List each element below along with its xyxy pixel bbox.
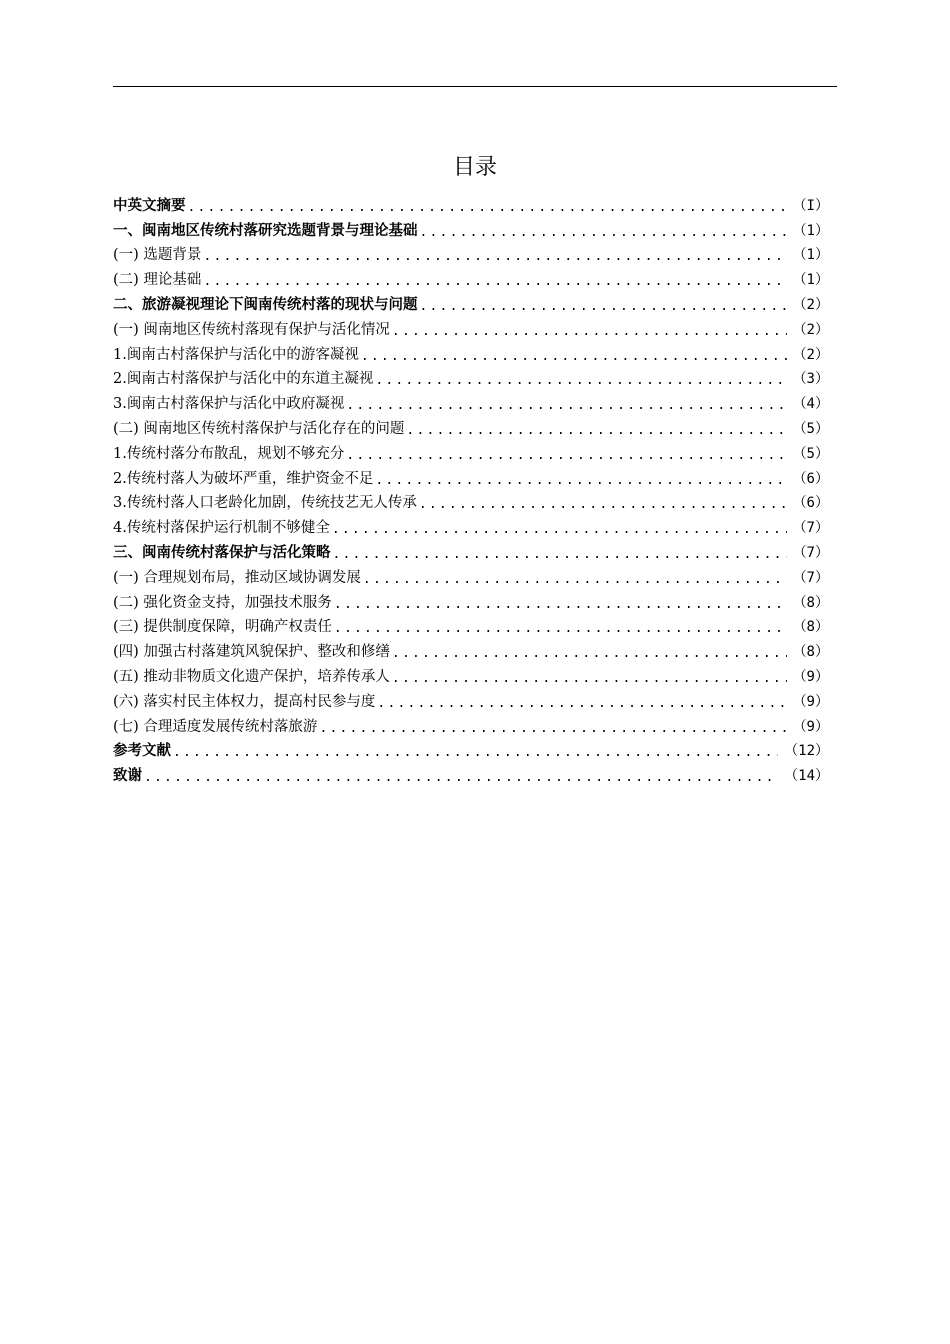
toc-entry-label: (四) 加强古村落建筑风貌保护、整改和修缮 (113, 644, 390, 661)
toc-dot-leader (334, 621, 787, 636)
toc-entry-label: 2.传统村落人为破坏严重，维护资金不足 (113, 470, 374, 487)
toc-entry-page: （1） (792, 247, 829, 264)
toc-entry-page: （9） (792, 718, 829, 735)
toc-entry-page: （7） (792, 569, 829, 586)
toc-dot-leader (375, 473, 786, 488)
toc-entry-label: (三) 提供制度保障，明确产权责任 (113, 619, 332, 636)
toc-entry[interactable] (113, 314, 829, 339)
toc-dot-leader (346, 398, 786, 413)
toc-entry-label: (二) 闽南地区传统村落保护与活化存在的问题 (113, 420, 405, 437)
toc-entry[interactable] (113, 339, 829, 364)
toc-entry-page: （6） (792, 470, 829, 487)
toc-entry-page: （7） (792, 544, 829, 561)
toc-entry-page: （9） (792, 693, 829, 710)
toc-dot-leader (346, 448, 786, 463)
toc-entry-label: 三、闽南传统村落保护与活化策略 (113, 544, 331, 561)
toc-dot-leader (392, 646, 787, 661)
toc-dot-leader (333, 547, 787, 562)
toc-dot-leader (363, 572, 787, 587)
toc-dot-leader (392, 324, 787, 339)
toc-entry[interactable] (113, 364, 829, 389)
toc-entry-label: (二) 强化资金支持，加强技术服务 (113, 594, 332, 611)
toc-entry[interactable] (113, 488, 829, 513)
toc-entry-label: 中英文摘要 (113, 197, 186, 214)
toc-entry-label: (六) 落实村民主体权力，提高村民参与度 (113, 693, 376, 710)
toc-entry-label: 3.传统村落人口老龄化加剧，传统技艺无人传承 (113, 495, 417, 512)
toc-entry[interactable] (113, 413, 829, 438)
toc-entry-label: (一) 闽南地区传统村落现有保护与活化情况 (113, 321, 390, 338)
toc-entry-label: 3.闽南古村落保护与活化中政府凝视 (113, 396, 345, 413)
toc-entry-label: (一) 选题背景 (113, 247, 202, 264)
toc-entry-page: （8） (792, 644, 829, 661)
toc-dot-leader (420, 299, 787, 314)
toc-dot-leader (203, 249, 786, 264)
toc-entry-label: (一) 合理规划布局，推动区域协调发展 (113, 569, 361, 586)
toc-entry[interactable] (113, 512, 829, 537)
toc-entry[interactable] (113, 289, 829, 314)
toc-entry-label: 参考文献 (113, 743, 171, 760)
table-of-contents (113, 190, 829, 785)
toc-entry-page: （8） (792, 619, 829, 636)
toc-entry[interactable] (113, 438, 829, 463)
toc-dot-leader (319, 721, 786, 736)
toc-entry-label: 2.闽南古村落保护与活化中的东道主凝视 (113, 371, 374, 388)
toc-entry[interactable] (113, 587, 829, 612)
toc-entry[interactable] (113, 240, 829, 265)
toc-entry[interactable] (113, 215, 829, 240)
toc-entry-page: （4） (792, 396, 829, 413)
toc-entry-label: (五) 推动非物质文化遗产保护，培养传承人 (113, 668, 390, 685)
toc-dot-leader (419, 497, 787, 512)
toc-entry-page: （12） (784, 743, 829, 760)
toc-entry-label: 4.传统村落保护运行机制不够健全 (113, 520, 330, 537)
toc-dot-leader (361, 349, 787, 364)
toc-entry-label: 1.闽南古村落保护与活化中的游客凝视 (113, 346, 359, 363)
toc-dot-leader (392, 671, 787, 686)
toc-dot-leader (188, 200, 787, 215)
toc-entry[interactable] (113, 190, 829, 215)
toc-entry-label: 一、闽南地区传统村落研究选题背景与理论基础 (113, 222, 418, 239)
toc-dot-leader (375, 373, 786, 388)
toc-entry[interactable] (113, 562, 829, 587)
toc-entry-page: （5） (792, 445, 829, 462)
toc-entry[interactable] (113, 711, 829, 736)
toc-entry-page: （1） (792, 222, 829, 239)
toc-entry-label: 致谢 (113, 768, 142, 785)
toc-entry[interactable] (113, 463, 829, 488)
toc-entry-label: (二) 理论基础 (113, 272, 202, 289)
toc-entry-page: （7） (792, 520, 829, 537)
toc-dot-leader (332, 522, 787, 537)
toc-entry[interactable] (113, 686, 829, 711)
toc-entry-page: （6） (792, 495, 829, 512)
toc-dot-leader (420, 225, 787, 240)
toc-entry-page: （1） (792, 272, 829, 289)
toc-dot-leader (406, 423, 786, 438)
toc-entry-label: (七) 合理适度发展传统村落旅游 (113, 718, 318, 735)
toc-entry[interactable] (113, 736, 829, 761)
header-rule (113, 86, 837, 87)
toc-dot-leader (377, 696, 786, 711)
toc-entry[interactable] (113, 760, 829, 785)
toc-entry-page: （2） (792, 296, 829, 313)
toc-entry[interactable] (113, 264, 829, 289)
toc-title: 目录 (452, 155, 497, 180)
toc-entry-page: （5） (792, 420, 829, 437)
toc-entry[interactable] (113, 388, 829, 413)
toc-entry-page: （3） (792, 371, 829, 388)
toc-entry-page: （9） (792, 668, 829, 685)
toc-entry[interactable] (113, 636, 829, 661)
toc-entry-page: （8） (792, 594, 829, 611)
toc-entry-label: 二、旅游凝视理论下闽南传统村落的现状与问题 (113, 296, 418, 313)
toc-entry-page: （2） (792, 321, 829, 338)
toc-dot-leader (203, 274, 786, 289)
toc-dot-leader (144, 770, 778, 785)
toc-entry-page: （2） (792, 346, 829, 363)
toc-entry-page: （I） (792, 197, 829, 214)
toc-dot-leader (173, 745, 778, 760)
toc-entry[interactable] (113, 661, 829, 686)
toc-dot-leader (334, 597, 787, 612)
toc-entry[interactable] (113, 537, 829, 562)
toc-entry[interactable] (113, 612, 829, 637)
toc-entry-page: （14） (784, 768, 829, 785)
toc-entry-label: 1.传统村落分布散乱，规划不够充分 (113, 445, 345, 462)
